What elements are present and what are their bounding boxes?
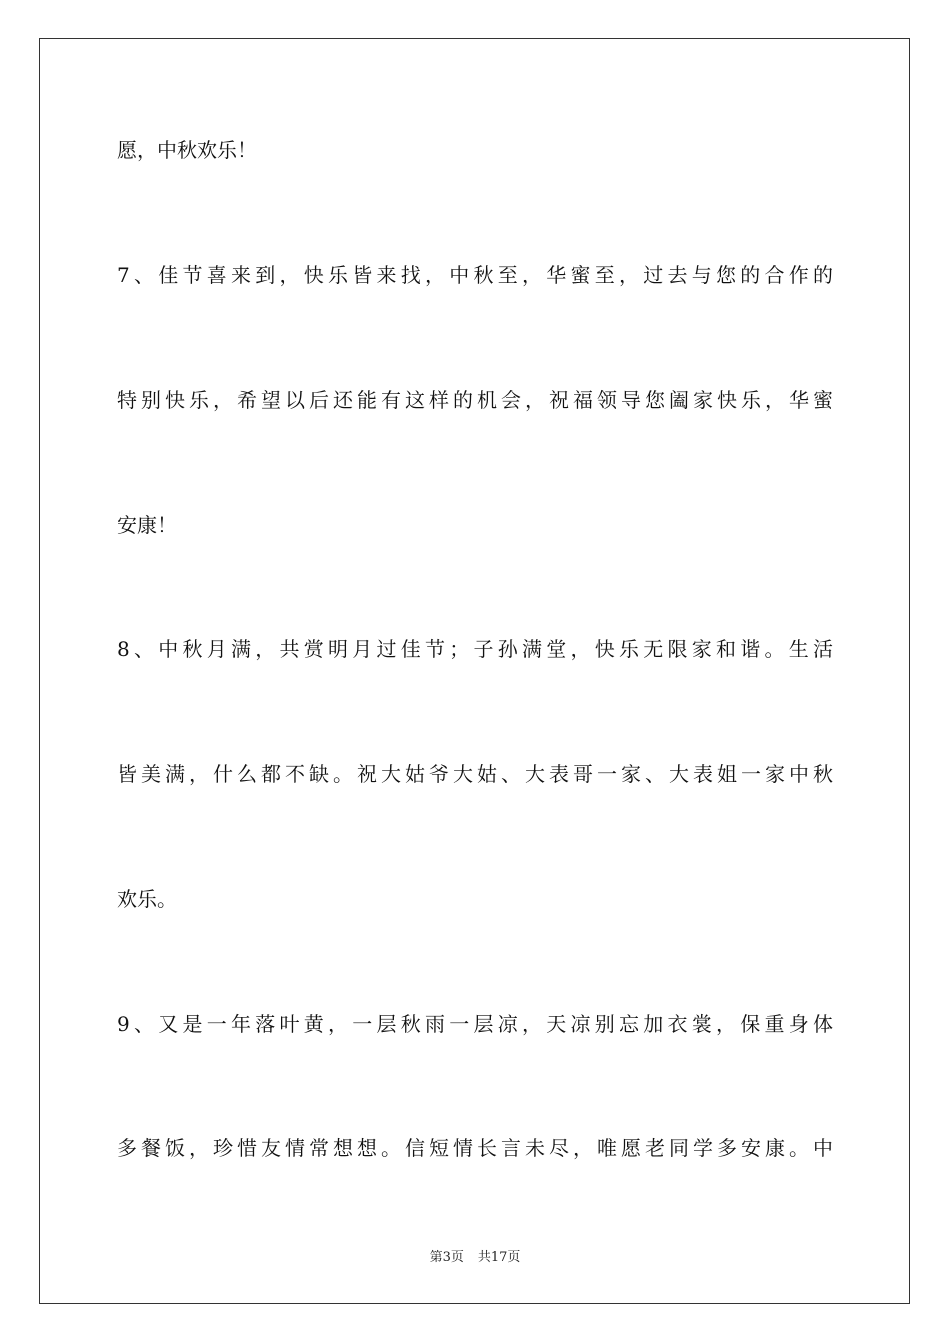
text-line: 安康！ [117, 513, 177, 537]
text-line: 9、又是一年落叶黄，一层秋雨一层凉，天凉别忘加衣裳，保重身体 [117, 1012, 833, 1036]
text-line: 多餐饭，珍惜友情常想想。信短情长言未尽，唯愿老同学多安康。中 [117, 1136, 833, 1160]
text-line: 愿，中秋欢乐！ [117, 138, 257, 162]
page-number: 第3页 [429, 1250, 464, 1265]
text-line: 皆美满，什么都不缺。祝大姑爷大姑、大表哥一家、大表姐一家中秋 [117, 762, 833, 786]
text-line: 7、佳节喜来到，快乐皆来找，中秋至，华蜜至，过去与您的合作的 [117, 263, 833, 287]
page-border [39, 38, 910, 1304]
page-total: 共17页 [477, 1250, 521, 1265]
page-footer [0, 1250, 950, 1266]
text-line: 特别快乐，希望以后还能有这样的机会，祝福领导您阖家快乐，华蜜 [117, 388, 833, 412]
text-line: 欢乐。 [117, 887, 177, 911]
text-line: 8、中秋月满，共赏明月过佳节；子孙满堂，快乐无限家和谐。生活 [117, 637, 833, 661]
